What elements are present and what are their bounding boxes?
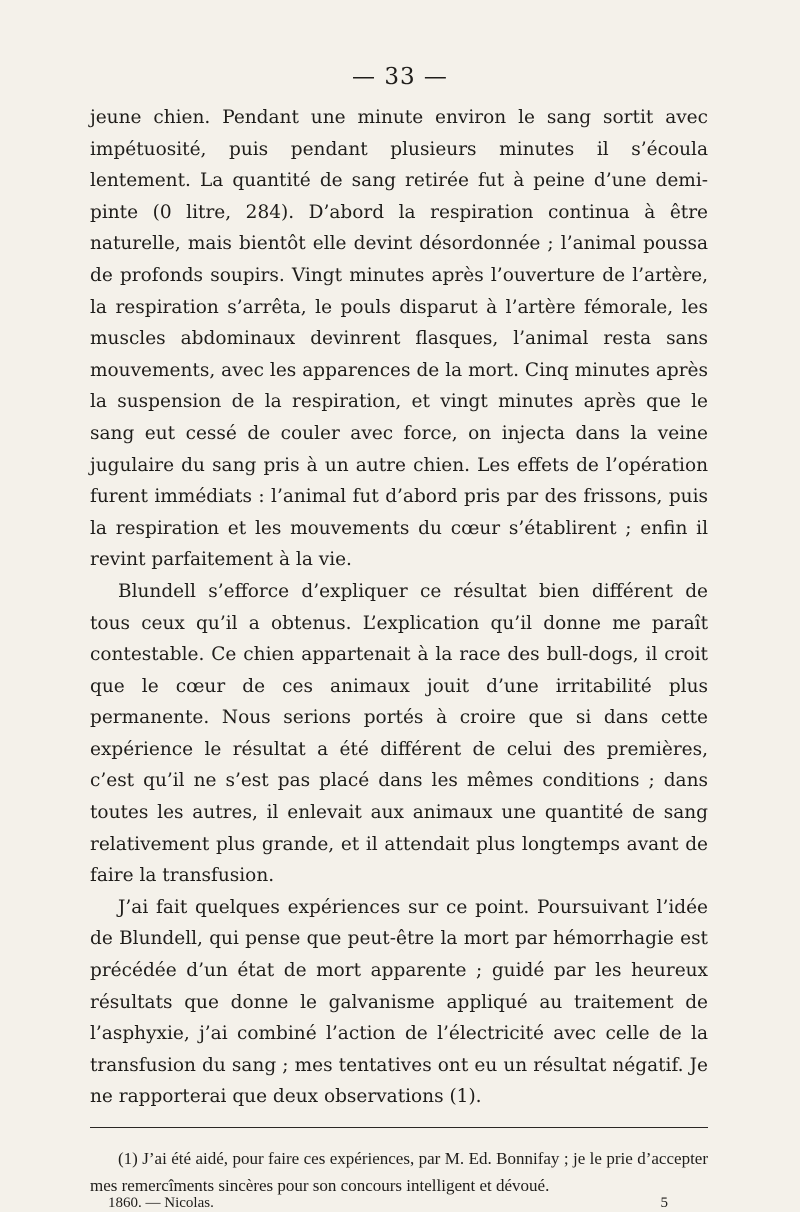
paragraph-2: Blundell s’efforce d’expliquer ce résultat bien différent de tous ceux qu’il a obtenus. L’explication qu’il donne me paraît contestable. Ce chien appartenait à la race des bull-dogs, il croit que le cœur de ces animaux jouit d’une irritabilité plus permanente. Nous serions portés à croire que si dans cette expérience le résultat a été différent de celui des premières, c’est qu’il ne s’est pas placé dans les mêmes conditions ; dans toutes les autres, il enlevait aux animaux une quantité de sang relativement plus grande, et il attendait plus longtemps avant de faire la transfusion. — [90, 580, 708, 887]
printer-signature — [108, 1195, 668, 1212]
paragraph-1: jeune chien. Pendant une minute environ le sang sortit avec impétuosité, puis pendant plusieurs minutes il s’écoula lentement. La quantité de sang retirée fut à peine d’une demi-pinte (0 litre, 284). D’abord la respiration continua à être naturelle, mais bientôt elle devint désordonnée ; l’animal poussa de profonds soupirs. Vingt minutes après l’ouverture de l’artère, la respiration s’arrêta, le pouls disparut à l’artère fémorale, les muscles abdominaux devinrent flasques, l’animal resta sans mouvements, avec les apparences de la mort. Cinq minutes après la suspension de la respiration, et vingt minutes après que le sang eut cessé de couler avec force, on injecta dans la veine jugulaire du sang pris à un autre chien. Les effets de l’opération furent immédiats : l’animal fut d’abord pris par des frissons, puis la respiration et les mouvements du cœur s’établirent ; enfin il revint parfaitement à la vie. — [90, 107, 708, 571]
body-text — [90, 102, 708, 1113]
page-number: — 33 — — [352, 64, 448, 90]
gathering-number: 5 — [660, 1195, 668, 1211]
footnote: (1) J’ai été aidé, pour faire ces expériences, par M. Ed. Bonnifay ; je le prie d’accepter mes remercîments sincères pour son concours intelligent et dévoué. — [90, 1149, 708, 1195]
signature-mark: 1860. — Nicolas. — [108, 1195, 214, 1211]
paragraph-3: J’ai fait quelques expériences sur ce point. Poursuivant l’idée de Blundell, qui pense que peut-être la mort par hémorrhagie est précédée d’un état de mort apparente ; guidé par les heureux résultats que donne le galvanisme appliqué au traitement de l’asphyxie, j’ai combiné l’action de l’électricité avec celle de la transfusion du sang ; mes tentatives ont eu un résultat négatif. Je ne rapporterai que deux observations (1). — [90, 896, 708, 1108]
footnote-divider — [90, 1127, 708, 1128]
